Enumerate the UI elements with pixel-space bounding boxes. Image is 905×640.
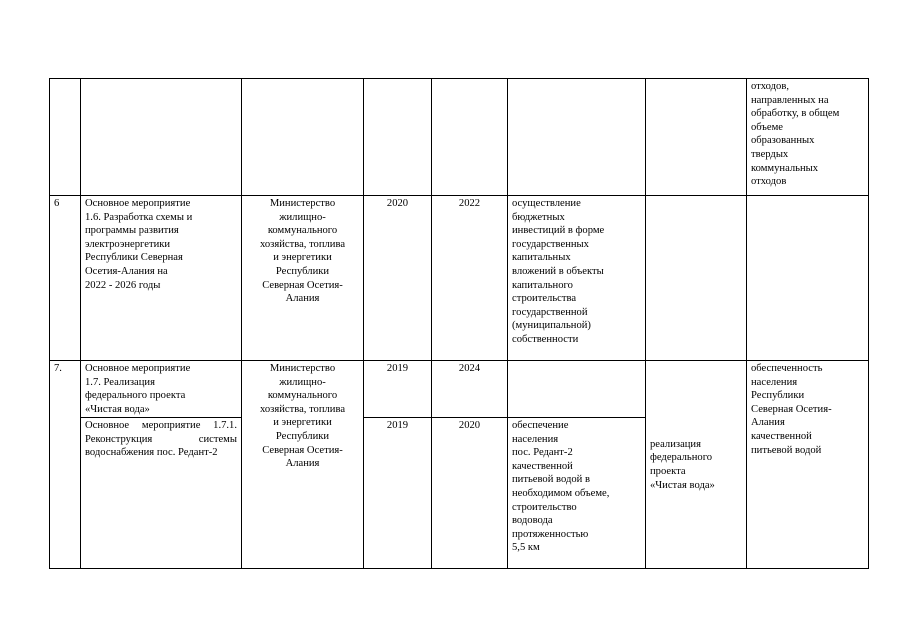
cell-name: Основное мероприятие 1.6. Разработка схемы и программы развития электроэнергетики Республики Северная Осетия-Алания на 2022 - 2026 годы: [81, 196, 242, 361]
table-row-7: [50, 361, 869, 418]
cell-result: обеспечение населения пос. Редант-2 качественной питьевой водой в необходимом объеме, строительство водовода протяженностью 5,5 км: [508, 418, 646, 569]
cell-indicator: [747, 196, 869, 361]
cell-indicator: обеспеченность населения Республики Северная Осетия- Алания качественной питьевой водой: [747, 361, 869, 569]
cell-num: 6: [50, 196, 81, 361]
cell-executor: Министерство жилищно- коммунального хозяйства, топлива и энергетики Республики Северная Осетия- Алания: [242, 196, 364, 361]
cell-num: [50, 79, 81, 196]
cell-start-year: 2019: [364, 361, 432, 418]
cell-project: реализация федерального проекта «Чистая вода»: [646, 361, 747, 569]
cell-start-year: [364, 79, 432, 196]
table-row-continuation: [50, 79, 869, 196]
cell-executor: [242, 79, 364, 196]
cell-end-year: 2020: [432, 418, 508, 569]
cell-start-year: 2019: [364, 418, 432, 569]
cell-num: 7.: [50, 361, 81, 569]
cell-start-year: 2020: [364, 196, 432, 361]
cell-end-year: [432, 79, 508, 196]
cell-result: [508, 361, 646, 418]
cell-name: Основное мероприятие 1.7. Реализация федерального проекта «Чистая вода»: [81, 361, 242, 418]
cell-result: [508, 79, 646, 196]
cell-result: осуществление бюджетных инвестиций в форме государственных капитальных вложений в объекты капитального строительства государственной (муниципальной) собственности: [508, 196, 646, 361]
cell-end-year: 2022: [432, 196, 508, 361]
cell-project: [646, 196, 747, 361]
cell-end-year: 2024: [432, 361, 508, 418]
table-row-6: [50, 196, 869, 361]
cell-project: [646, 79, 747, 196]
measures-table: [49, 78, 869, 569]
cell-name: [81, 79, 242, 196]
cell-indicator: отходов, направленных на обработку, в общем объеме образованных твердых коммунальных отходов: [747, 79, 869, 196]
cell-name: Основное мероприятие 1.7.1. Реконструкция системы водоснабжения пос. Редант-2: [81, 418, 242, 569]
cell-executor: Министерство жилищно- коммунального хозяйства, топлива и энергетики Республики Северная Осетия- Алания: [242, 361, 364, 569]
